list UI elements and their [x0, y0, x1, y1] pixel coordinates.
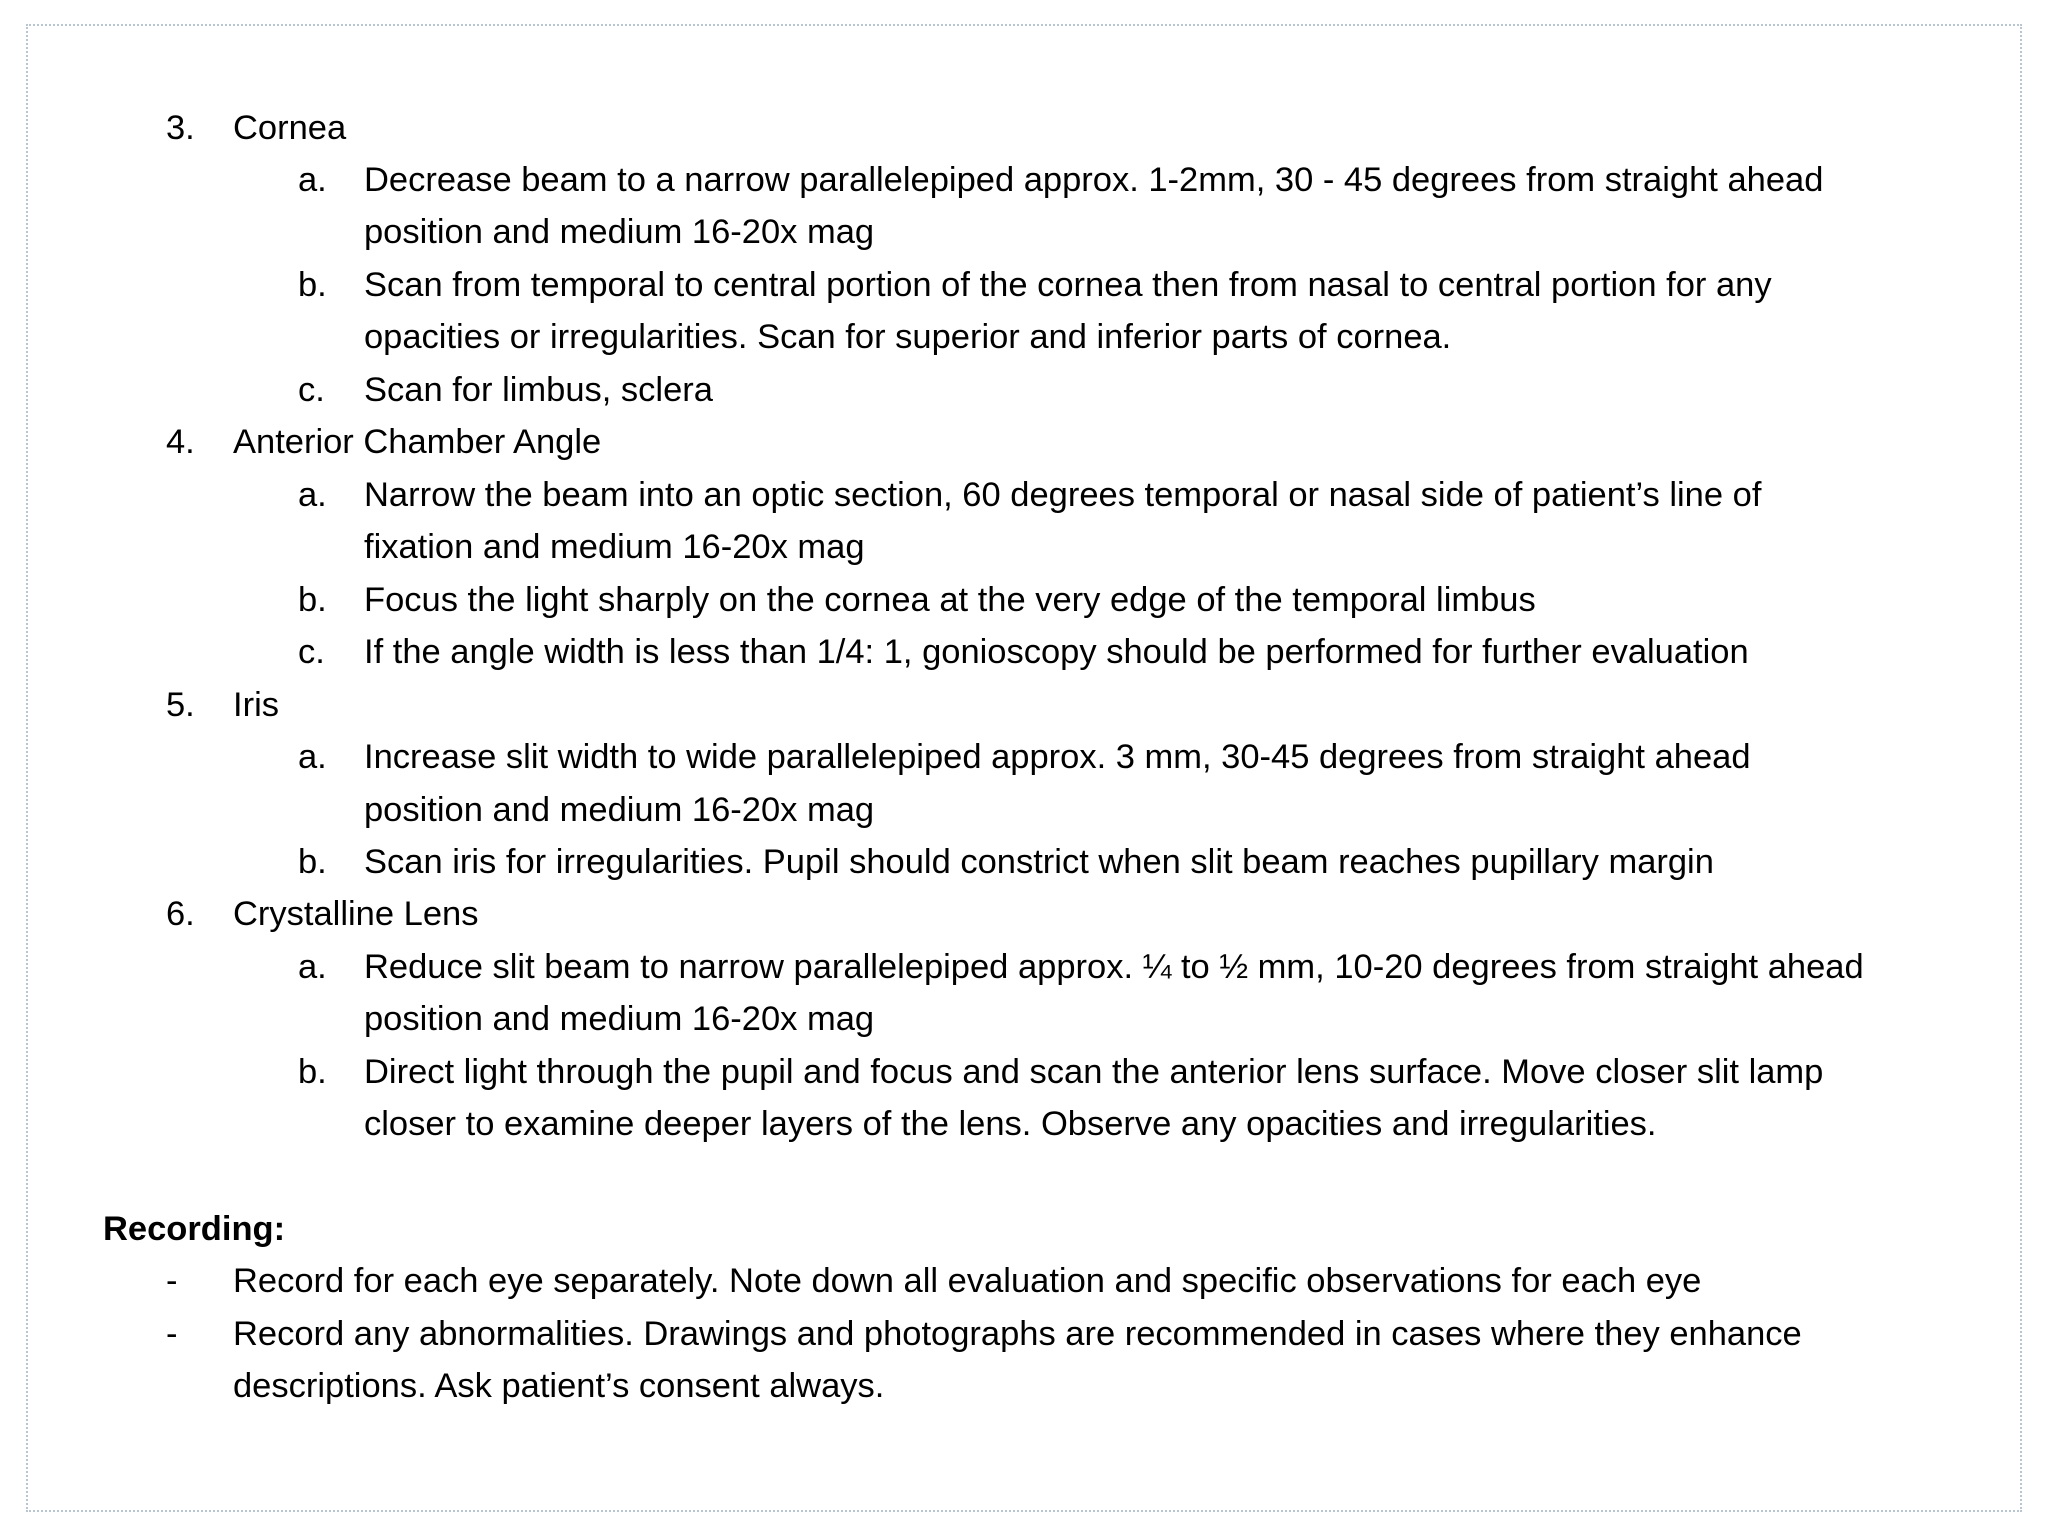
item-text-line: fixation and medium 16-20x mag	[364, 528, 865, 566]
item-text-line: Decrease beam to a narrow parallelepiped approx. 1-2mm, 30 - 45 degrees from straight ahead	[364, 161, 1824, 199]
bullet-marker: -	[166, 1315, 178, 1353]
item-text-line: Direct light through the pupil and focus and scan the anterior lens surface. Move closer slit lamp	[364, 1053, 1824, 1091]
item-marker: a.	[298, 738, 327, 776]
item-text-line: position and medium 16-20x mag	[364, 1000, 875, 1038]
item-text-line: Narrow the beam into an optic section, 60 degrees temporal or nasal side of patient’s line of	[364, 476, 1762, 514]
bullet-text-line: descriptions. Ask patient’s consent always.	[233, 1367, 885, 1405]
section-number: 5.	[166, 686, 195, 724]
item-marker: b.	[298, 266, 327, 304]
item-marker: c.	[298, 633, 325, 671]
bullet-text-line: Record any abnormalities. Drawings and photographs are recommended in cases where they enhance	[233, 1315, 1802, 1353]
section-number: 6.	[166, 895, 195, 933]
section-title: Iris	[233, 686, 279, 724]
item-text-line: Focus the light sharply on the cornea at the very edge of the temporal limbus	[364, 581, 1536, 619]
section-number: 4.	[166, 423, 195, 461]
item-marker: b.	[298, 843, 327, 881]
item-text-line: opacities or irregularities. Scan for superior and inferior parts of cornea.	[364, 318, 1452, 356]
item-text-line: Increase slit width to wide parallelepiped approx. 3 mm, 30-45 degrees from straight ahead	[364, 738, 1751, 776]
item-text-line: position and medium 16-20x mag	[364, 213, 875, 251]
item-text-line: Scan for limbus, sclera	[364, 371, 713, 409]
item-marker: b.	[298, 581, 327, 619]
bullet-text-line: Record for each eye separately. Note down all evaluation and specific observations for each eye	[233, 1262, 1702, 1300]
item-marker: a.	[298, 948, 327, 986]
section-title: Crystalline Lens	[233, 895, 479, 933]
bullet-marker: -	[166, 1262, 178, 1300]
item-text-line: Scan from temporal to central portion of the cornea then from nasal to central portion for any	[364, 266, 1772, 304]
item-marker: c.	[298, 371, 325, 409]
item-marker: b.	[298, 1053, 327, 1091]
section-title: Anterior Chamber Angle	[233, 423, 602, 461]
item-marker: a.	[298, 161, 327, 199]
item-marker: a.	[298, 476, 327, 514]
recording-heading: Recording:	[103, 1210, 286, 1248]
item-text-line: Scan iris for irregularities. Pupil should constrict when slit beam reaches pupillary margin	[364, 843, 1714, 881]
item-text-line: If the angle width is less than 1/4: 1, gonioscopy should be performed for further evaluation	[364, 633, 1749, 671]
section-number: 3.	[166, 109, 195, 147]
item-text-line: Reduce slit beam to narrow parallelepiped approx. ¼ to ½ mm, 10-20 degrees from straight ahead	[364, 948, 1864, 986]
item-text-line: closer to examine deeper layers of the lens. Observe any opacities and irregularities.	[364, 1105, 1657, 1143]
item-text-line: position and medium 16-20x mag	[364, 791, 875, 829]
section-title: Cornea	[233, 109, 347, 147]
